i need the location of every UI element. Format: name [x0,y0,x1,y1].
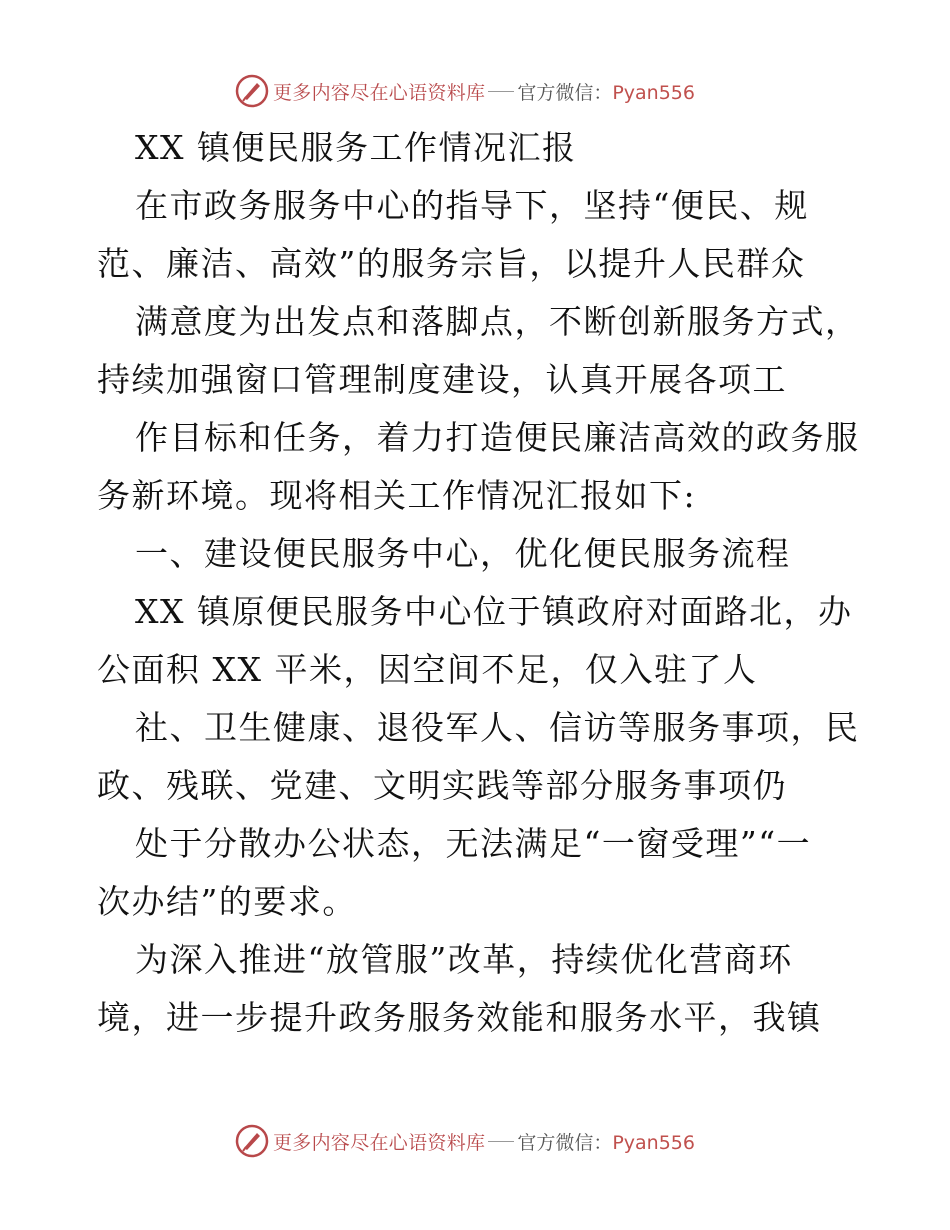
paragraph-line: 满意度为出发点和落脚点，不断创新服务方式， [135,302,860,341]
paragraph-line: 范、廉洁、高效”的服务宗旨，以提升人民群众 [97,244,806,283]
watermark-dash [488,91,514,92]
paragraph-line: 为深入推进“放管服”改革，持续优化营商环 [135,940,793,979]
watermark-contact [517,1128,695,1155]
quill-logo-icon [235,74,269,108]
watermark-text: 更多内容尽在心语资料库 [273,81,486,104]
paragraph-line: 境，进一步提升政务服务效能和服务水平，我镇 [97,998,822,1037]
header-watermark [235,74,695,108]
watermark-contact-label: 官方微信： [517,1131,613,1154]
paragraph-line: 处于分散办公状态，无法满足“一窗受理”“一 [135,824,812,863]
section-heading: 一、建设便民服务中心，优化便民服务流程 [135,534,791,573]
paragraph-line: 政、残联、党建、文明实践等部分服务事项仍 [97,766,787,805]
paragraph-line: 作目标和任务，着力打造便民廉洁高效的政务服 [135,418,860,457]
watermark-text: 更多内容尽在心语资料库 [273,1131,486,1154]
paragraph-line: 公面积 XX 平米，因空间不足，仅入驻了人 [97,650,758,689]
watermark-contact [517,78,695,105]
quill-logo-icon [235,1124,269,1158]
watermark-dash [488,1141,514,1142]
watermark-contact-label: 官方微信： [517,81,613,104]
paragraph-line: XX 镇原便民服务中心位于镇政府对面路北，办 [135,592,853,631]
paragraph-line: 务新环境。现将相关工作情况汇报如下: [97,476,697,515]
footer-watermark [235,1124,695,1158]
watermark-contact-id: Pyan556 [612,81,695,104]
paragraph-line: 在市政务服务中心的指导下，坚持“便民、规 [135,186,809,225]
paragraph-line: 次办结”的要求。 [97,882,357,921]
paragraph-line: 持续加强窗口管理制度建设，认真开展各项工 [97,360,787,399]
watermark-contact-id: Pyan556 [612,1131,695,1154]
document-title: XX 镇便民服务工作情况汇报 [135,128,577,167]
paragraph-line: 社、卫生健康、退役军人、信访等服务事项，民 [135,708,860,747]
